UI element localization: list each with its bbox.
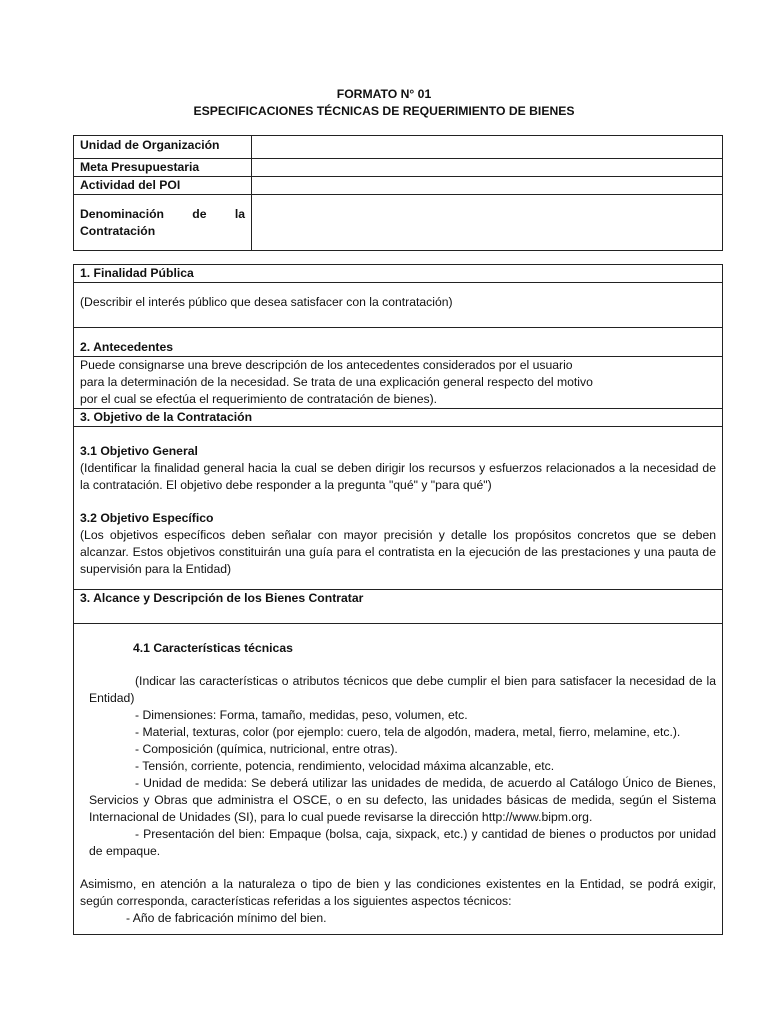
- unidad-field[interactable]: [252, 136, 723, 159]
- section-2-body: Puede consignarse una breve descripción de los antecedentes considerados por el usuario para la determinación de la necesidad. Se trata de una explicación general respecto del motivo por el cual se efectúa el requerimiento de contratación de bienes).: [74, 357, 723, 409]
- meta-label: Meta Presupuestaria: [74, 159, 252, 177]
- unidad-label: Unidad de Organización: [74, 136, 252, 159]
- document-subtitle: ESPECIFICACIONES TÉCNICAS DE REQUERIMIENTO DE BIENES: [193, 104, 575, 118]
- table-row: [74, 283, 723, 328]
- objetivo-especifico-heading: 3.2 Objetivo Específico: [80, 511, 214, 525]
- table-row: [74, 409, 723, 427]
- section-4-heading: 3. Alcance y Descripción de los Bienes Contratar: [74, 590, 723, 624]
- asimismo-paragraph: Asimismo, en atención a la naturaleza o tipo de bien y las condiciones existentes en la Entidad, se podrá exigir, según corresponda, características referidas a los siguientes aspectos técnicos:: [80, 877, 716, 908]
- meta-field[interactable]: [252, 159, 723, 177]
- caracteristicas-intro: (Indicar las características o atributos técnicos que debe cumplir el bien para satisfacer la necesidad de la Entidad): [89, 674, 716, 705]
- table-row: [74, 195, 723, 251]
- table-row: [74, 136, 723, 159]
- list-item: - Dimensiones: Forma, tamaño, medidas, peso, volumen, etc.: [135, 708, 468, 722]
- table-row: [74, 624, 723, 935]
- table-row: [74, 265, 723, 283]
- section-3-body: [74, 427, 723, 590]
- table-row: [74, 590, 723, 624]
- denominacion-label: Denominación de la Contratación: [74, 195, 252, 251]
- list-item: - Año de fabricación mínimo del bien.: [126, 911, 327, 925]
- objetivo-general-heading: 3.1 Objetivo General: [80, 444, 198, 458]
- table-row: [74, 177, 723, 195]
- list-item: - Unidad de medida: Se deberá utilizar las unidades de medida, de acuerdo al Catálogo Único de Bienes, Servicios y Obras que administra el OSCE, o en su defecto, las unidades básicas de medida, según el Sistema Internacional de Unidades (SI), para lo cual puede revisarse la dirección http://www.bipm.org.: [89, 776, 716, 824]
- list-item: - Tensión, corriente, potencia, rendimiento, velocidad máxima alcanzable, etc.: [135, 759, 555, 773]
- objetivo-general-text: (Identificar la finalidad general hacia la cual se deben dirigir los recursos y esfuerzos relacionados a la necesidad de la contratación. El objetivo debe responder a la pregunta "qué" y "para qué"): [80, 461, 716, 492]
- table-row: [74, 328, 723, 357]
- info-table: [73, 135, 723, 251]
- table-row: [74, 159, 723, 177]
- denominacion-field[interactable]: [252, 195, 723, 251]
- list-item: - Material, texturas, color (por ejemplo: cuero, tela de algodón, madera, metal, fierro, melamine, etc.).: [135, 725, 681, 739]
- list-item: - Composición (química, nutricional, entre otras).: [135, 742, 398, 756]
- actividad-label: Actividad del POI: [74, 177, 252, 195]
- table-row: [74, 427, 723, 590]
- list-item: - Presentación del bien: Empaque (bolsa, caja, sixpack, etc.) y cantidad de bienes o productos por unidad de empaque.: [89, 827, 716, 858]
- section-1-heading: 1. Finalidad Pública: [74, 265, 723, 283]
- actividad-field[interactable]: [252, 177, 723, 195]
- section-1-body: (Describir el interés público que desea satisfacer con la contratación): [74, 283, 723, 328]
- objetivo-especifico-text: (Los objetivos específicos deben señalar con mayor precisión y detalle los propósitos concretos que se deben alcanzar. Estos objetivos constituirán una guía para el contratista en la ejecución de las prestaciones y una pauta de supervisión para la Entidad): [80, 528, 716, 576]
- section-4-body: [74, 624, 723, 935]
- specs-table: [73, 264, 723, 935]
- table-row: [74, 357, 723, 409]
- caracteristicas-heading: 4.1 Características técnicas: [133, 641, 293, 655]
- section-3-heading: 3. Objetivo de la Contratación: [74, 409, 723, 427]
- document-title: FORMATO N° 01: [336, 87, 432, 101]
- section-2-heading: 2. Antecedentes: [74, 328, 723, 357]
